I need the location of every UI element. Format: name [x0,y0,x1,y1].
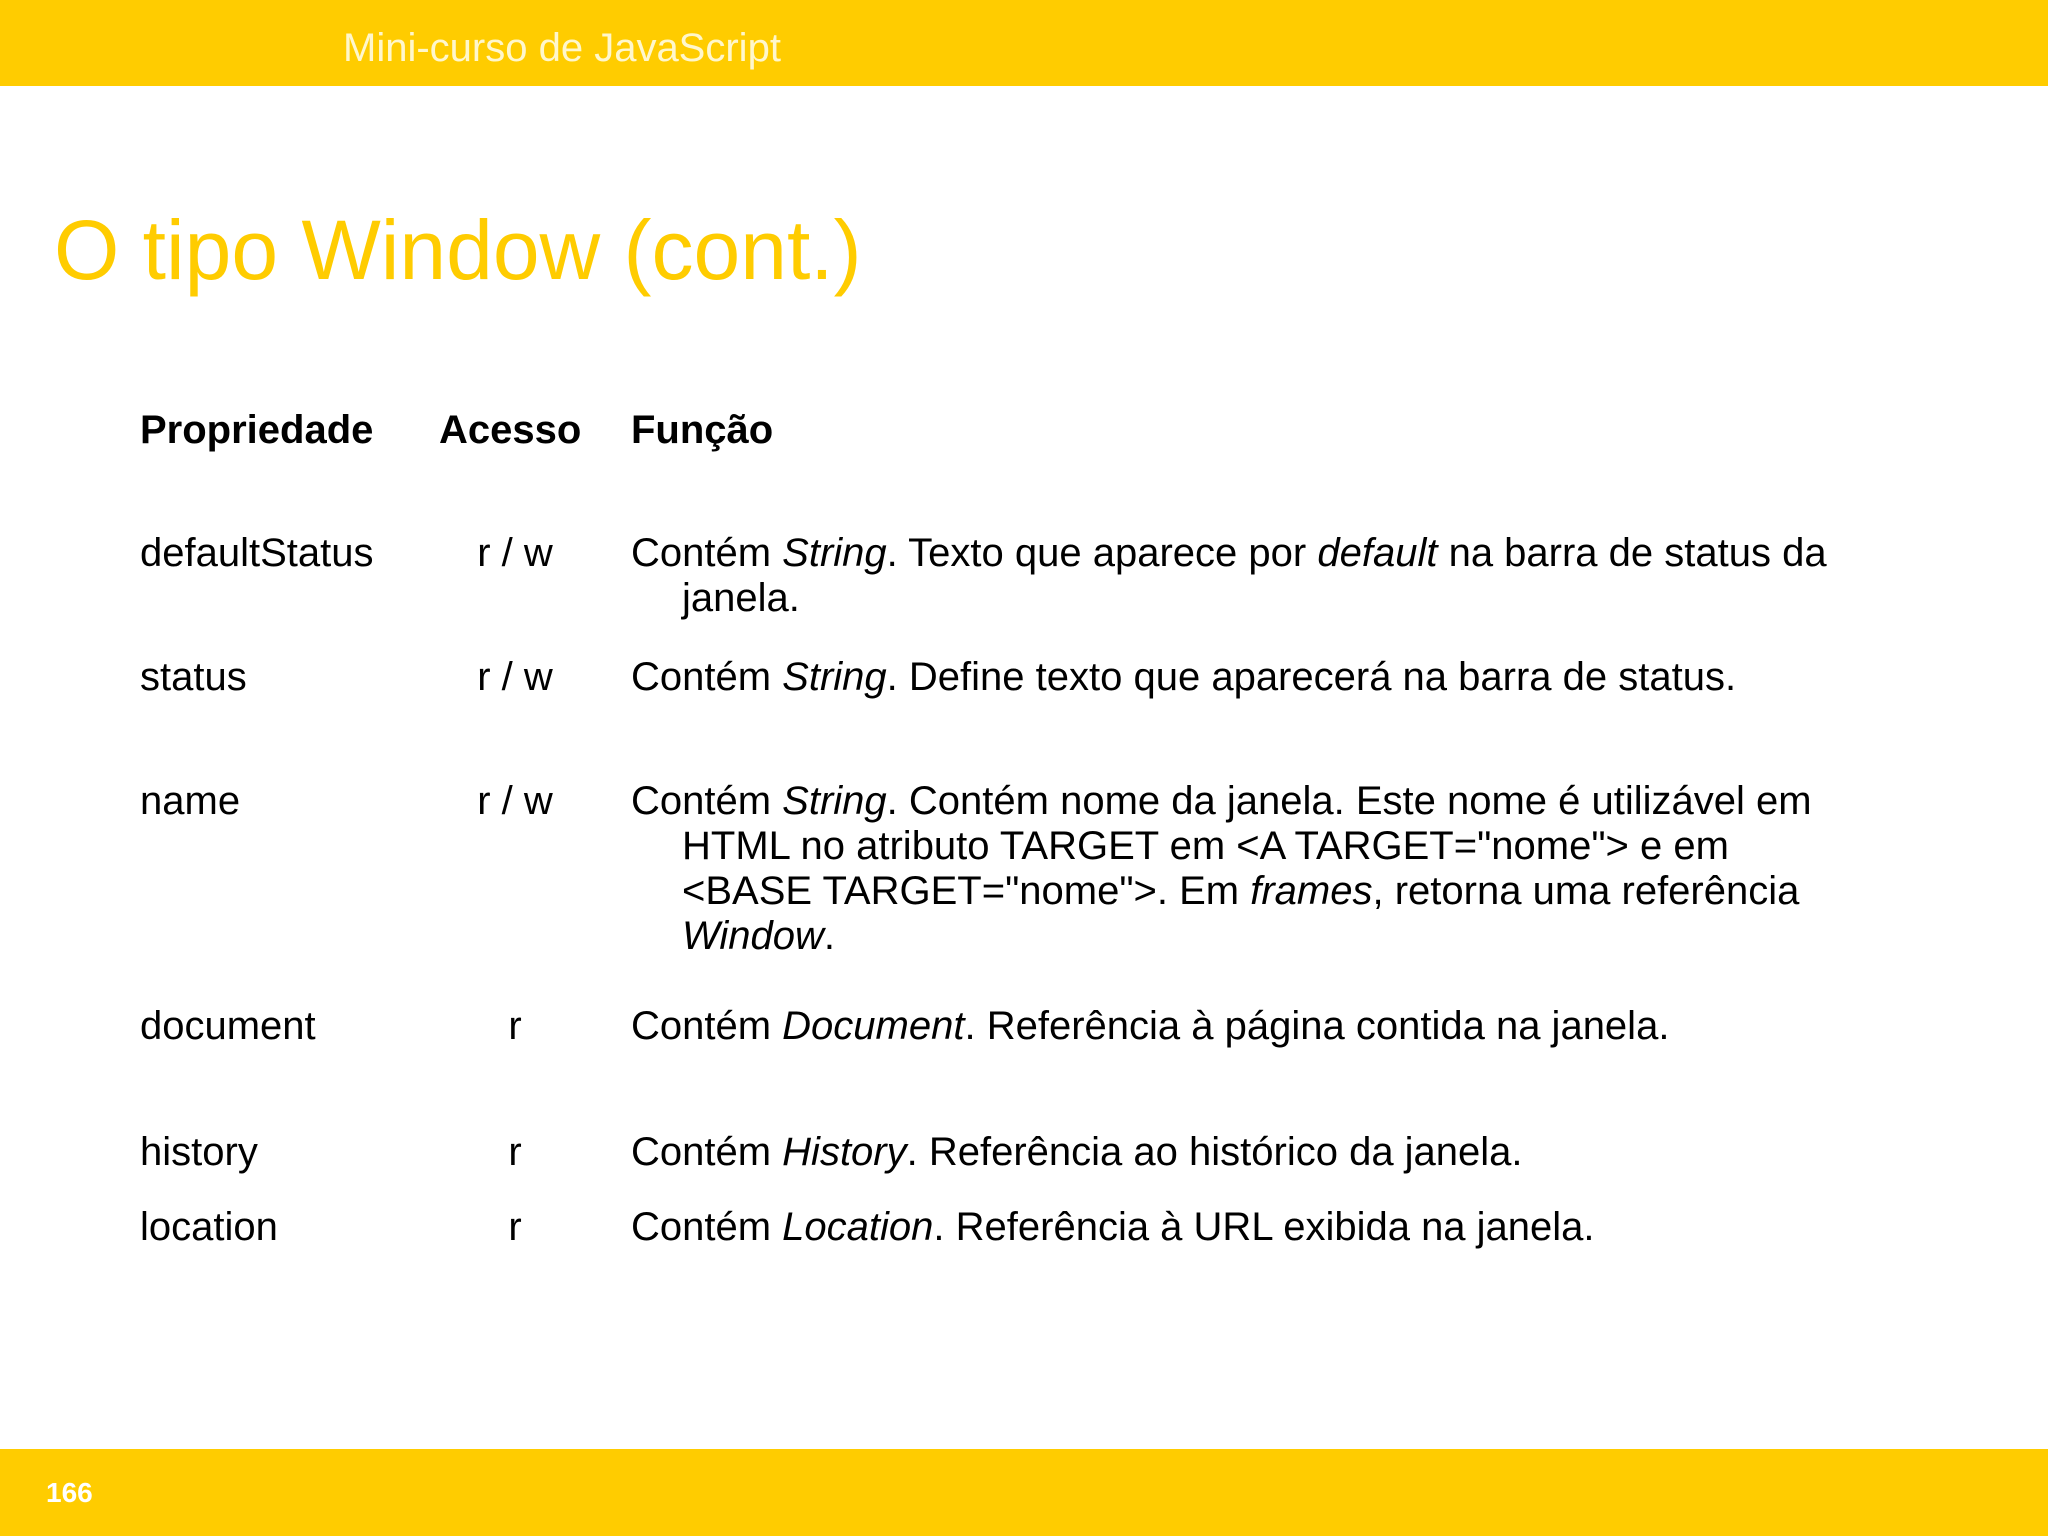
function-text-italic: String [782,531,887,575]
function-text: HTML no atributo TARGET em <A TARGET="nome"> e em [682,824,1729,868]
row-function [631,531,1827,621]
row-property: defaultStatus [140,531,374,575]
function-text: Contém [631,1205,783,1249]
row-property: location [140,1205,278,1249]
row-property: history [140,1130,258,1174]
function-text: Contém [631,655,783,699]
function-text: . Define texto que aparecerá na barra de status. [886,655,1737,699]
row-function [631,1205,1595,1250]
function-line [631,576,1827,621]
row-property: status [140,655,247,699]
function-text: , retorna uma referência [1372,869,1800,913]
function-text-italic: Window [682,914,824,958]
function-text-italic: String [782,655,887,699]
function-text-italic: Document [782,1004,965,1048]
row-function [631,1004,1669,1049]
column-header-function: Função [631,408,774,452]
column-header-access: Acesso [439,408,582,452]
function-line [631,824,1812,869]
function-line [631,1130,1523,1175]
function-text: na barra de status da [1437,531,1827,575]
function-text-italic: Location [782,1205,934,1249]
function-line [631,779,1812,824]
function-text: Contém [631,779,783,823]
function-text: . Contém nome da janela. Este nome é utilizável em [886,779,1812,823]
slide-title: O tipo Window (cont.) [54,203,862,297]
function-text: Contém [631,531,783,575]
function-text: . Referência ao histórico da janela. [906,1130,1523,1174]
function-text: janela. [682,576,800,620]
page-number: 166 [46,1477,93,1508]
footer-bar [0,1449,2048,1536]
row-property: document [140,1004,316,1048]
course-title: Mini-curso de JavaScript [343,26,781,70]
function-text: . Texto que aparece por [886,531,1318,575]
function-line [631,1004,1669,1049]
header-bar [0,0,2048,86]
function-line [631,655,1736,700]
column-header-property: Propriedade [140,408,374,452]
function-line [631,1205,1595,1250]
function-text: . Referência à página contida na janela. [964,1004,1670,1048]
row-function [631,655,1736,700]
function-line [631,914,1812,959]
row-function [631,1130,1523,1175]
function-text: Contém [631,1130,783,1174]
function-text: . Referência à URL exibida na janela. [933,1205,1595,1249]
function-text: . [823,914,836,958]
function-line [631,869,1812,914]
function-line [631,531,1827,576]
function-text: <BASE TARGET="nome">. Em [682,869,1251,913]
row-function [631,779,1812,959]
function-text-italic: String [782,779,887,823]
function-text-italic: History [782,1130,907,1174]
function-text: Contém [631,1004,783,1048]
function-text-italic: frames [1250,869,1373,913]
function-text-italic: default [1317,531,1438,575]
row-property: name [140,779,241,823]
